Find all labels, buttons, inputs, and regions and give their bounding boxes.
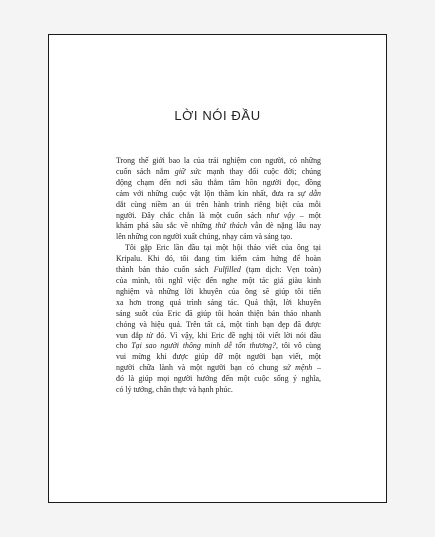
text-line: chóng và hiệu quả. Trên tất cả, một tình bạn đẹp đã được (116, 319, 321, 329)
text-line: nghiệm và những lời khuyên của ông sẽ giúp tôi tiến (116, 286, 321, 296)
text-line: Kripalu. Khi đó, tôi đang tìm kiếm cảm hứng để hoàn (116, 254, 321, 264)
paragraph-1 (116, 156, 321, 243)
text-line: dắt cùng niềm an ủi trên hành trình riêng biệt của mỗi (116, 199, 321, 209)
text-line: thành bản thảo cuốn sách Fulfilled (tạm dịch: Vẹn toàn) (116, 265, 321, 275)
text-line: khám phá sâu sắc về những thử thách vẫn đè nặng lâu nay (116, 221, 322, 231)
text-line: cuốn sách nắm giữ sức mạnh thay đổi cuộc đời; chúng (116, 166, 321, 176)
book-page (48, 34, 387, 503)
text-line: cho Tại sao người thông minh dễ tổn thương?, tôi vô cùng (116, 341, 321, 351)
text-line: người. Đây chắc chắn là một cuốn sách như vậy – một (116, 210, 321, 220)
text-line: Trong thế giới bao la của trải nghiệm con người, có những (116, 156, 321, 165)
text-line: động chạm đến nơi sâu thẳm tâm hồn người đọc, đồng (116, 177, 321, 187)
text-line: lên những con người xuất chúng, nhạy cảm và sáng tạo. (116, 232, 293, 242)
text-line: người chữa lành và một người bạn có chung sứ mệnh – (116, 363, 321, 373)
text-line: cảm với những cuộc vật lộn thầm kín nhất, đưa ra sự dẫn (116, 188, 321, 198)
text-line: xa hơn trong quá trình sáng tác. Quả thật, lời khuyên (116, 297, 321, 307)
text-line: vun đắp từ đó. Vì vậy, khi Eric đề nghị tôi viết lời nói đầu (116, 330, 321, 340)
text-line: có lý tưởng, chân thực và hạnh phúc. (116, 385, 233, 395)
body-text (116, 156, 321, 396)
text-line: sáng suốt của Eric đã giúp tôi hoàn thiện bản thảo nhanh (116, 308, 321, 318)
text-line: Tôi gặp Eric lần đầu tại một hội thảo viết của ông tại (125, 243, 321, 253)
paragraph-2 (116, 243, 321, 396)
text-line: đó là giúp mọi người hướng đến một cuộc sống ý nghĩa, (116, 374, 321, 384)
text-line: của mình, tôi nghĩ việc đến nghe một tác giả giàu kinh (116, 275, 321, 285)
text-line: vui mừng khi được giúp đỡ một người bạn viết, một (116, 352, 321, 362)
chapter-title: LỜI NÓI ĐẦU (174, 108, 261, 123)
